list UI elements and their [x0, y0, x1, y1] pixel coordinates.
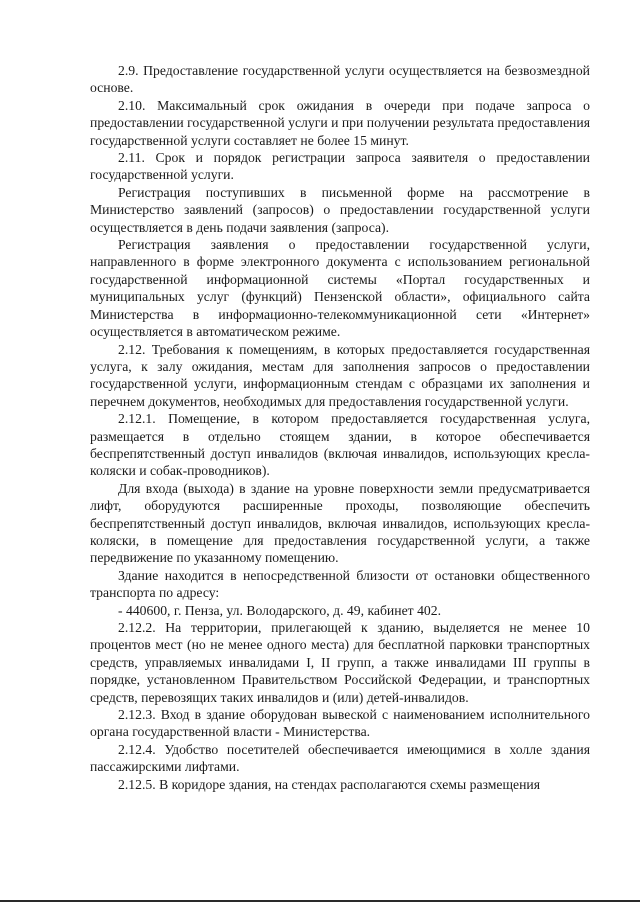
- paragraph-2-9: 2.9. Предоставление государственной услуги осуществляется на безвозмездной основе.: [90, 63, 590, 96]
- paragraph-2-10: 2.10. Максимальный срок ожидания в очереди при подаче запроса о предоставлении государственной услуги и при получении результата предоставления государственной услуги составляет не более 15 минут.: [90, 97, 590, 148]
- paragraph-building-location: Здание находится в непосредственной близости от остановки общественного транспорта по адресу:: [90, 567, 590, 601]
- paragraph-2-12-5: 2.12.5. В коридоре здания, на стендах располагаются схемы размещения: [118, 776, 541, 792]
- paragraph-address: - 440600, г. Пенза, ул. Володарского, д. 49, кабинет 402.: [118, 602, 442, 618]
- paragraph-2-12-2: 2.12.2. На территории, прилегающей к зданию, выделяется не менее 10 процентов мест (но не менее одного места) для бесплатной парковки транспортных средств, управляемых инвалидами I, II групп, а также инвалидами III группы в порядке, установленном Правительством Российской Федерации, и транспортных средств, перевозящих таких инвалидов и (или) детей-инвалидов.: [90, 620, 590, 705]
- paragraph-registration-electronic: Регистрация заявления о предоставлении государственной услуги, направленного в форме электронного документа с использованием региональной государственной информационной системы «Портал государственных и муниципальных услуг (функций) Пензенской области», официального сайта Министерства в информационно-телекоммуникационной сети «Интернет» осуществляется в автоматическом режиме.: [90, 237, 590, 340]
- paragraph-2-11: 2.11. Срок и порядок регистрации запроса заявителя о предоставлении государственной услуги.: [90, 150, 590, 183]
- paragraph-2-12-1: 2.12.1. Помещение, в котором предоставляется государственная услуга, размещается в отдельно стоящем здании, в которое обеспечивается беспрепятственный доступ инвалидов (включая инвалидов, использующих кресла-коляски и собак-проводников).: [90, 411, 590, 479]
- document-page: [90, 62, 590, 793]
- paragraph-2-12-4: 2.12.4. Удобство посетителей обеспечивается имеющимися в холле здания пассажирскими лифтами.: [90, 741, 590, 775]
- paragraph-entrance-access: Для входа (выхода) в здание на уровне поверхности земли предусматривается лифт, оборудуются расширенные проходы, позволяющие обеспечить беспрепятственный доступ инвалидов, включая инвалидов, использующих кресла-коляски, в помещение для предоставления государственной услуги, а также передвижение по указанному помещению.: [90, 480, 590, 566]
- page-bottom-edge: [0, 900, 640, 902]
- paragraph-registration-written: Регистрация поступивших в письменной форме на рассмотрение в Министерство заявлений (запросов) о предоставлении государственной услуги осуществляется в день подачи заявления (запроса).: [90, 184, 590, 235]
- paragraph-2-12-3: 2.12.3. Вход в здание оборудован вывеской с наименованием исполнительного органа государственной власти - Министерства.: [90, 707, 590, 740]
- paragraph-2-12: 2.12. Требования к помещениям, в которых предоставляется государственная услуга, к залу ожидания, местам для заполнения запросов о предоставлении государственной услуги, информационным стендам с образцами их заполнения и перечнем документов, необходимых для предоставления государственной услуги.: [90, 341, 590, 409]
